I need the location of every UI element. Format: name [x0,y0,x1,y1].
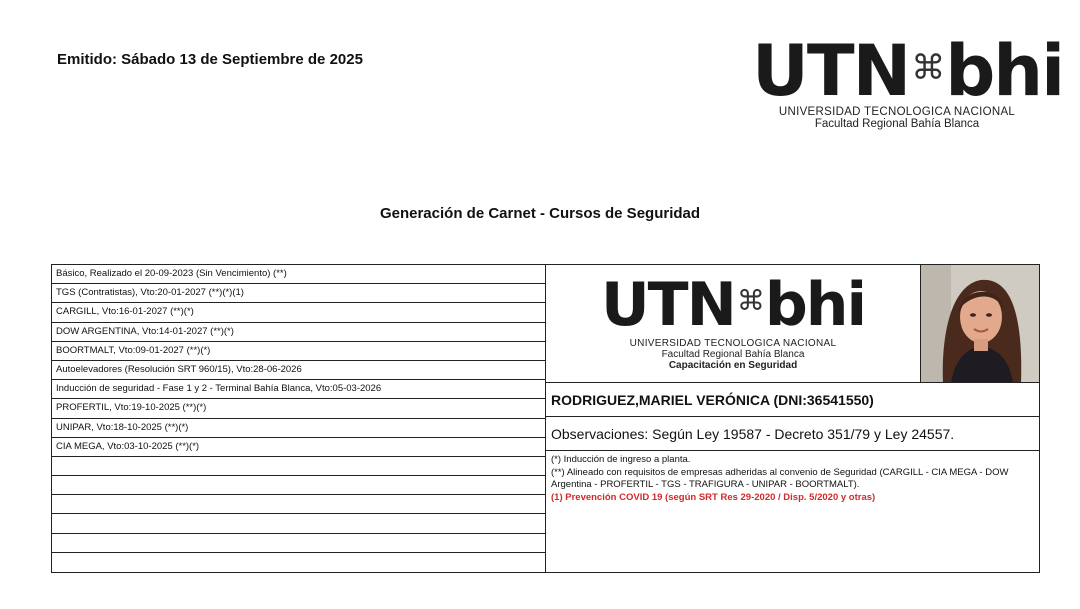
logo-university-line: UNIVERSIDAD TECNOLOGICA NACIONAL [778,106,1016,118]
issue-date: Emitido: Sábado 13 de Septiembre de 2025 [57,51,363,68]
logo-left-text: UTN [752,30,910,112]
course-row-empty [52,514,545,533]
logo-training-line: Capacitación en Seguridad [668,360,798,371]
note-alignment: (**) Alineado con requisitos de empresas adheridas al convenio de Seguridad (CARGILL - CIA MEGA - DOW Argentina - PROFERTIL - TGS - TRAFIGURA - UNIPAR - BOORTMALT). [551,466,1009,490]
course-row: UNIPAR, Vto:18-10-2025 (**)(*) [52,419,545,438]
notes [551,454,1031,504]
courses-list [52,265,546,572]
course-row-empty [52,534,545,553]
observations: Observaciones: Según Ley 19587 - Decreto 351/79 y Ley 24557. [546,417,1039,451]
person-photo [920,265,1039,383]
grid-glyph-icon: ⌘ [736,284,763,318]
course-row: PROFERTIL, Vto:19-10-2025 (**)(*) [52,399,545,418]
logo-right-text: bhi [764,270,866,340]
portrait-image [921,265,1039,383]
logo-right-text: bhi [945,30,1064,112]
page-title: Generación de Carnet - Cursos de Seguridad [379,205,701,222]
card-logo [546,265,920,383]
course-row-empty [52,553,545,572]
course-row-empty [52,457,545,476]
person-name: RODRIGUEZ,MARIEL VERÓNICA (DNI:36541550) [546,383,1039,417]
course-row: BOORTMALT, Vto:09-01-2027 (**)(*) [52,342,545,361]
course-row: Autoelevadores (Resolución SRT 960/15), Vto:28-06-2026 [52,361,545,380]
safety-card [51,264,1040,573]
course-row: Básico, Realizado el 20-09-2023 (Sin Vencimiento) (**) [52,265,545,284]
logo-faculty-line: Facultad Regional Bahía Blanca [814,118,980,130]
course-row-empty [52,476,545,495]
logo-left-text: UTN [600,270,735,340]
card-right-panel [546,265,1039,572]
logo-university-line: UNIVERSIDAD TECNOLOGICA NACIONAL [629,338,837,349]
course-row: DOW ARGENTINA, Vto:14-01-2027 (**)(*) [52,323,545,342]
utn-bhi-logo [752,30,1064,130]
note-induction: (*) Inducción de ingreso a planta. [551,454,691,465]
logo-faculty-line: Facultad Regional Bahía Blanca [661,349,805,360]
logo-wordmark [546,270,920,340]
course-row: CARGILL, Vto:16-01-2027 (**)(*) [52,303,545,322]
note-covid: (1) Prevención COVID 19 (según SRT Res 29-2020 / Disp. 5/2020 y otras) [551,491,876,503]
course-row: Inducción de seguridad - Fase 1 y 2 - Terminal Bahía Blanca, Vto:05-03-2026 [52,380,545,399]
course-row: CIA MEGA, Vto:03-10-2025 (**)(*) [52,438,545,457]
course-row: TGS (Contratistas), Vto:20-01-2027 (**)(*)(1) [52,284,545,303]
grid-glyph-icon: ⌘ [911,47,944,88]
course-row-empty [52,495,545,514]
